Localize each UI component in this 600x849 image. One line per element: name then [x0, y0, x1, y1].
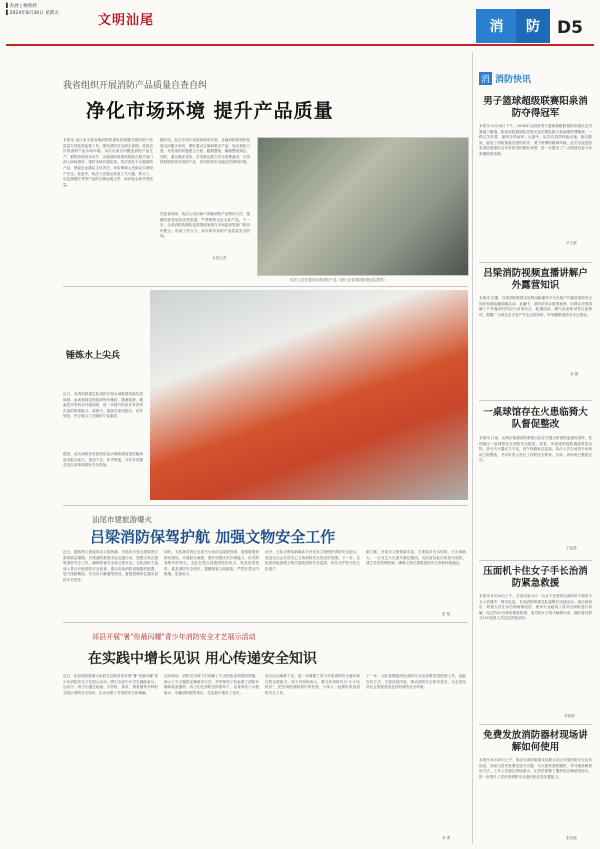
divider	[63, 622, 468, 623]
lead-photo	[257, 137, 469, 276]
sidebar-item-byline: 高 娟	[570, 372, 579, 376]
quick-news-label: 消防快讯	[495, 74, 532, 85]
story2-headline: 吕梁消防保驾护航 加强文物安全工作	[90, 528, 336, 546]
sidebar-item-byline: 尹文强	[566, 241, 577, 245]
divider	[479, 400, 592, 401]
divider	[479, 724, 592, 725]
lead-kicker: 我省组织开展消防产品质量自查自纠	[63, 81, 208, 91]
column-divider	[472, 52, 473, 844]
sidebar-item-byline: 李莉娟	[564, 714, 575, 718]
divider	[479, 560, 592, 561]
sidebar-item-body: 本报讯 8月26日上午，长治市某小区一名女子在使用压面机时不慎将手卡入机器中，情况危急。长治消防救援支队接警后迅速出动。到达现场后，救援人员在评估现场情况后，使用专业破拆工具对压面机进行拆解，经过约20分钟的紧张救援，成功将女子的手解救出来，随后将其移交120急救人员送往医院治疗。	[479, 594, 592, 621]
story3-col2: 活动现场，消防员为孩子们讲解了火灾的危害和预防措施，演示了灭火器的正确使用方法，并带领孩子们参观了消防车辆和装备器材。孩子们在消防员的指导下，亲身体验了水枪射水、穿戴消防服等项目，在实践中增长了见识。	[164, 674, 259, 695]
story3-headline: 在实践中增长见识 用心传递安全知识	[88, 651, 317, 667]
lead-photo-caption: 执法人员在超市检查消防产品（图片由省消防救援总队提供）	[290, 278, 388, 282]
sidebar-item-body: 本报讯 近期，吕梁消防救援支队利用新媒体平台开展户外露营消防安全知识视频直播讲解活动。直播中，消防员结合典型案例，向网友详细讲解了户外露营时的用火用电安全、帐篷选址、燃气设备使用等注意事项，提醒广大网友在享受户外生活的同时，时刻绷紧消防安全这根弦。	[479, 296, 592, 317]
sidebar-item-body: 本报讯 8月24日下午，2024年山西省男子篮球超级联赛阳泉赛区总决赛落下帷幕。阳泉消防篮球队凭借出色的团队配合和顽强拼搏精神，一路过关斩将，最终夺得冠军。比赛中，队员们攻防转换迅速，配合默契，展现了消防指战员团结协作、勇于拼搏的精神风貌。此次夺冠是阳泉消防篮球队近年来取得的最好成绩，进一步激发了广大指战员参与体育锻炼的热情。	[479, 124, 592, 156]
sidebar-item-body: 本报讯 8月28日上午，临汾市消防救援支队联合社区开展消防安全宣传活动，现场为居民免费发放灭火器、灭火毯等消防器材，并详细讲解使用方法。工作人员通过现场演示，让居民掌握了器材的正确使用技巧，进一步提升了居民的消防安全意识和应急处置能力。	[479, 758, 592, 779]
story2-col2: 同时，支队指导景区完善灭火和应急疏散预案，加强微型消防站建设，开展联合演练，提升初期火灾扑救能力。针对游客集中的特点，支队在景区设置消防宣传点，发放宣传资料，普及消防安全知识，提醒游客文明游览，严禁在景区内吸烟、违规用火。	[164, 550, 259, 577]
sidebar-item-title: 免费发放消防器材现场讲解如何使用	[483, 730, 588, 753]
story3-col3: 此次活动寓教于乐，进一步增强了青少年的消防安全意识和自防自救能力。孩子们纷纷表示，要当好消防安全"小小宣传员"，把学到的消防知识带回家，与家人一起做好家庭消防安全工作。	[265, 674, 360, 695]
lead-body-col1: 本报讯 连日来全省各地消防救援队伍积极开展消防产品质量专项检查监督工作，强化消防安全源头管理，营造良好的消防产品市场环境。本次自查自纠覆盖消防产品生产、销售和使用各环节，各地消防救援机构联合相关部门深入商场超市、建材市场开展检查，依法查处不合格消防产品，督促企业落实主体责任，切实保障人民群众生命财产安全。检查中，执法人员重点检查了灭火器、防火门、应急照明灯具等产品的合格证明文件、标识标志和外观质量。	[63, 138, 153, 187]
divider	[63, 505, 468, 506]
sidebar-item-title: 一桌球馆存在火患临猗大队督促整改	[483, 407, 588, 430]
lead-headline: 净化市场环境 提升产品质量	[86, 100, 334, 122]
story3-byline: 李 曹	[442, 836, 451, 840]
sidebar-item-byline: 王晶晶	[566, 546, 577, 550]
feature-body: 近日，省消防救援总队组织开展水域救援技能实战演练，参训指战员围绕冲锋舟操控、激流救援、绳索技术等科目开展训练，进一步提升队伍应对洪涝灾害的救援能力。演练中，指战员密切配合、动作规范，充分展示了过硬的专业素质。	[63, 392, 143, 419]
sidebar-item-title: 吕梁消防视频直播讲解户外露营知识	[483, 268, 588, 291]
story3-col4: 下一步，大队将继续深化消防安全宣传教育进校园工作，创新宣传方式，丰富宣传内容，推动消防安全知识普及，为全县经济社会发展营造良好的消防安全环境。	[366, 674, 466, 690]
sidebar-item-body: 本报讯 日前，运城市临猗消防救援大队在开展日常消防监督检查时，发现辖区一桌球馆存在消防安全隐患。经查，该桌球馆疏散通道堆放杂物，部分灭火器压力不足，电气线路私拉乱接。执法人员当场责令该场所立即整改，并对负责人进行了消防安全教育。目前，该场所已整改完毕。	[479, 436, 592, 463]
divider	[479, 262, 592, 263]
header-rule	[6, 44, 594, 46]
section-tag-a: 消	[476, 9, 516, 43]
page-number: D5	[557, 18, 583, 38]
story3-kicker: 祁县开展"暑"你最闪耀"青少年消防安全才艺展示活动	[92, 633, 256, 641]
feature-title: 锤炼水上尖兵	[66, 351, 121, 361]
story2-col3: 此外，支队还利用新媒体平台发布文物保护消防安全提示，营造全社会共同关心文物消防安全的良好氛围。下一步，支队将持续加强文物古建筑消防安全监管，切实守护好历史文化遗产。	[265, 550, 360, 571]
fire-news-icon: 消	[479, 72, 492, 85]
editor-line: ▌杏展 | 畅欣欣	[6, 4, 37, 9]
story2-kicker: 汕尾市建旅游爆火	[92, 515, 152, 524]
section-tag-b: 防	[516, 9, 550, 43]
sidebar-item-title: 男子篮球超级联赛阳泉消防夺得冠军	[483, 96, 588, 119]
sidebar-item-byline: 张佳楠	[566, 836, 577, 840]
story2-byline: 张 韬	[442, 612, 451, 616]
feature-body2: 据悉，此次演练旨在检验队伍水域救援装备性能和战术配合能力，查找不足，补齐短板，为应对汛期各类灾害事故做好充分准备。	[63, 452, 143, 468]
date-line: ▌2024年8月30日 星期五	[6, 10, 60, 16]
story3-col1: 近日，祁县消防救援大队联合县教育局开展"暑"你最闪耀"青少年消防安全才艺展示活动，吸引全县中小学生踊跃参与。活动中，孩子们通过绘画、手抄报、演讲、情景剧等多种形式展示消防安全知识，生动诠释了对消防安全的理解。	[63, 674, 158, 695]
story2-col1: 近日，随着热门游戏带动文旅热潮，吕梁市多处古建筑景区游客数量激增。吕梁消防救援支队迅速行动，加强文物古建筑消防安全工作，确保游客安全和文物安全。支队组织力量深入景区开展消防安全检查，重点检查消防设施器材配置、电气线路敷设、安全出口畅通等情况，督促管理单位落实消防安全责任。	[63, 550, 158, 582]
lead-body-col2: 据介绍，此次专项行动将持续至年底。各地消防救援机构将以问题为导向，紧盯重点区域和重点产品，加大抽检力度，对发现的问题建立台账、限期整改，确保整改到位。同时，通过媒体宣传，引导群众树立安全消费意识，自觉抵制假冒伪劣消防产品，共同营造安全稳定的消防环境。	[160, 138, 250, 165]
lead-body-col3: 在检查现场，执法人员向商户讲解消防产品辨识方法，提醒经营者规范进货渠道，严禁销售无证无标产品。下一步，全省消防救援队伍将继续加强与市场监管等部门的协作配合，形成工作合力，切实筑牢消防产品质量安全防线。	[160, 212, 250, 239]
sidebar-item-title: 压面机卡住女子手长治消防紧急救援	[483, 566, 588, 589]
lead-byline: 本报记者	[212, 256, 227, 260]
divider	[63, 286, 468, 287]
brand-logo: 文明汕尾	[98, 13, 155, 28]
story2-col4: 据了解，吕梁市文物资源丰富，古建筑多为木结构，火灾荷载大，一旦发生火灾损失难以挽回。支队将以此次检查为契机，建立长效管理机制，确保文物古建筑消防安全形势持续稳定。	[366, 550, 466, 566]
quick-news-header	[479, 70, 594, 86]
training-photo	[150, 290, 468, 500]
